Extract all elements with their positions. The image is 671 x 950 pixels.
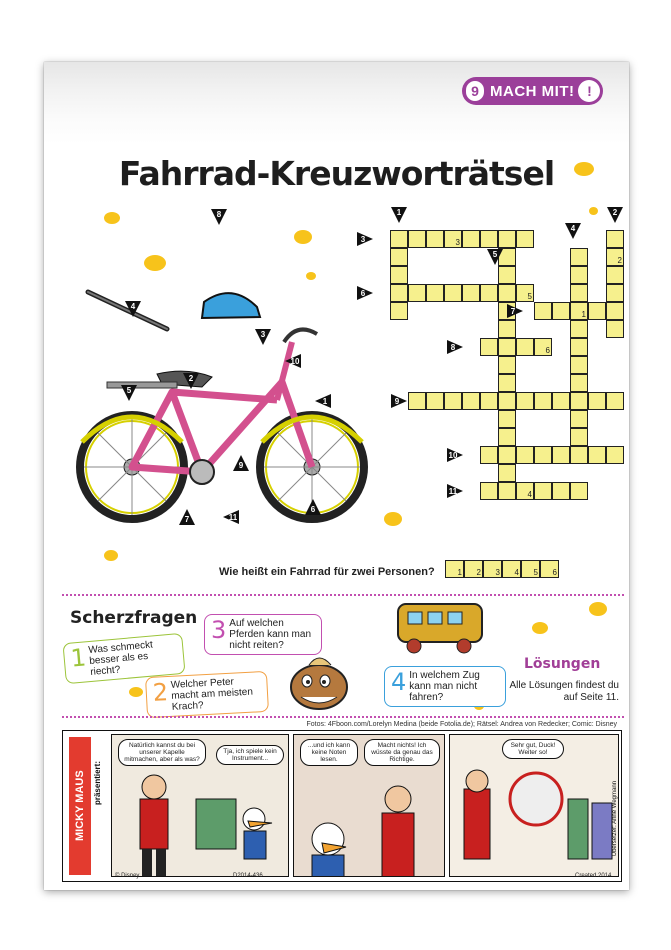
crossword-cell[interactable]: 1 xyxy=(570,302,588,320)
svg-text:9: 9 xyxy=(394,397,400,406)
paint-splat xyxy=(306,272,316,280)
svg-text:3: 3 xyxy=(360,235,366,244)
comic-presents-label: präsentiert: xyxy=(93,761,102,806)
crossword-cell[interactable] xyxy=(606,284,624,302)
horse-illustration xyxy=(279,647,359,727)
comic-copyright: © Disney xyxy=(115,873,140,879)
crossword-cell[interactable]: 5 xyxy=(516,284,534,302)
clue-marker-6 xyxy=(356,284,374,302)
crossword-cell[interactable] xyxy=(516,446,534,464)
crossword-cell[interactable] xyxy=(498,446,516,464)
crossword-cell[interactable] xyxy=(390,284,408,302)
crossword-cell[interactable] xyxy=(534,392,552,410)
svg-text:6: 6 xyxy=(310,505,316,514)
svg-text:4: 4 xyxy=(130,302,136,311)
svg-text:4: 4 xyxy=(570,224,576,233)
crossword-cell[interactable] xyxy=(498,338,516,356)
crossword-cell[interactable] xyxy=(498,392,516,410)
svg-text:2: 2 xyxy=(188,374,194,383)
joke-question-1: 1 Was schmeckt besser als es riecht? xyxy=(62,633,185,684)
mach-mit-badge xyxy=(462,77,603,105)
joke-question-2: 2 Welcher Peter macht am meisten Krach? xyxy=(145,671,269,718)
comic-strip xyxy=(62,730,622,882)
crossword-cell[interactable] xyxy=(606,266,624,284)
crossword-cell[interactable] xyxy=(426,230,444,248)
svg-text:10: 10 xyxy=(290,357,300,366)
solution-cell[interactable]: 3 xyxy=(483,560,502,578)
crossword-cell[interactable] xyxy=(498,284,516,302)
svg-text:3: 3 xyxy=(260,330,266,339)
crossword-cell[interactable] xyxy=(480,392,498,410)
comic-created: Created 2014 xyxy=(575,873,612,879)
crossword-cell[interactable] xyxy=(534,446,552,464)
crossword-cell[interactable] xyxy=(498,230,516,248)
comic-side-credit: Übersetzer: Anne Wegmann xyxy=(612,781,618,857)
crossword-cell[interactable] xyxy=(498,428,516,446)
crossword-cell[interactable]: 6 xyxy=(534,338,552,356)
clue-marker-10 xyxy=(446,446,464,464)
crossword-cell[interactable] xyxy=(498,320,516,338)
crossword-cell[interactable] xyxy=(426,392,444,410)
crossword-cell[interactable] xyxy=(570,392,588,410)
clue-marker-11 xyxy=(222,508,240,526)
crossword-cell[interactable] xyxy=(516,338,534,356)
paint-splat xyxy=(104,550,118,561)
svg-text:1: 1 xyxy=(322,397,328,406)
bicycle-illustration xyxy=(52,282,382,542)
crossword-cell[interactable] xyxy=(552,302,570,320)
clue-marker-10 xyxy=(284,352,302,370)
joke-question-3: 3 Auf welchen Pferden kann man nicht reiten? xyxy=(204,614,322,655)
crossword-cell[interactable] xyxy=(570,446,588,464)
crossword-cell[interactable] xyxy=(462,392,480,410)
svg-text:1: 1 xyxy=(396,208,402,217)
paint-splat xyxy=(144,255,166,271)
paint-splat xyxy=(532,622,548,634)
crossword-cell[interactable] xyxy=(498,266,516,284)
crossword-cell[interactable] xyxy=(480,482,498,500)
clue-marker-9 xyxy=(390,392,408,410)
crossword-cell[interactable] xyxy=(606,446,624,464)
clue-marker-5 xyxy=(120,384,138,402)
svg-text:2: 2 xyxy=(612,208,618,217)
clue-marker-3 xyxy=(356,230,374,248)
crossword-cell[interactable] xyxy=(462,230,480,248)
crossword-cell[interactable] xyxy=(570,374,588,392)
clue-marker-11 xyxy=(446,482,464,500)
crossword-cell[interactable] xyxy=(570,338,588,356)
svg-text:5: 5 xyxy=(492,250,498,259)
speech-balloon: Macht nichts! Ich wüsste da genau das Richtige. xyxy=(364,739,440,766)
crossword-cell[interactable] xyxy=(588,392,606,410)
svg-text:11: 11 xyxy=(228,513,238,522)
dotted-divider xyxy=(62,594,624,596)
crossword-cell[interactable] xyxy=(588,302,606,320)
crossword-cell[interactable] xyxy=(444,284,462,302)
crossword-cell[interactable] xyxy=(606,230,624,248)
speech-balloon: Sehr gut, Duck! Weiter so! xyxy=(502,739,564,759)
crossword-cell[interactable] xyxy=(408,230,426,248)
crossword-cell[interactable] xyxy=(498,482,516,500)
comic-panel-3 xyxy=(449,734,619,877)
crossword-cell[interactable] xyxy=(498,374,516,392)
crossword-cell[interactable] xyxy=(480,284,498,302)
paint-splat xyxy=(129,687,143,697)
tandem-question: Wie heißt ein Fahrrad für zwei Personen? xyxy=(219,566,435,578)
crossword-cell[interactable]: 3 xyxy=(444,230,462,248)
crossword-cell[interactable] xyxy=(390,266,408,284)
crossword-cell[interactable] xyxy=(408,284,426,302)
solution-row xyxy=(445,560,559,578)
comic-panel-2 xyxy=(293,734,445,877)
crossword-cell[interactable] xyxy=(570,482,588,500)
crossword-cell[interactable] xyxy=(444,392,462,410)
page-number: 9 xyxy=(466,81,484,101)
clue-marker-3 xyxy=(254,328,272,346)
photo-credits: Fotos: 4Fboon.com/Lorelyn Medina (beide Fotolia.de); Rätsel: Andrea von Redecker; Comic: Disney xyxy=(306,721,617,728)
crossword-cell[interactable] xyxy=(408,392,426,410)
clue-marker-6 xyxy=(304,498,322,516)
crossword-cell[interactable] xyxy=(570,428,588,446)
clue-marker-2 xyxy=(606,206,624,224)
paint-splat xyxy=(574,162,594,176)
crossword-cell[interactable] xyxy=(570,410,588,428)
clue-marker-7 xyxy=(506,302,524,320)
parade-figures xyxy=(450,769,619,877)
duck-and-leader-figures xyxy=(294,769,445,877)
crossword-cell[interactable] xyxy=(588,446,606,464)
speech-balloon: Tja, ich spiele kein Instrument... xyxy=(216,745,284,765)
crossword-cell[interactable] xyxy=(552,482,570,500)
comic-panel-1 xyxy=(111,734,289,877)
clue-marker-5 xyxy=(486,248,504,266)
crossword-cell[interactable] xyxy=(552,446,570,464)
crossword-cell[interactable] xyxy=(534,482,552,500)
crossword-cell[interactable] xyxy=(390,302,408,320)
svg-text:8: 8 xyxy=(450,343,456,352)
crossword-cell[interactable] xyxy=(570,266,588,284)
crossword-cell[interactable] xyxy=(480,338,498,356)
svg-text:5: 5 xyxy=(126,386,132,395)
crossword-cell[interactable] xyxy=(570,320,588,338)
crossword-cell[interactable] xyxy=(606,320,624,338)
crossword-cell[interactable] xyxy=(570,356,588,374)
paint-splat xyxy=(589,207,598,215)
paint-splat xyxy=(384,512,402,526)
crossword-cell[interactable] xyxy=(390,230,408,248)
joke-question-4: 4 In welchem Zug kann man nicht fahren? xyxy=(384,666,506,707)
paint-splat xyxy=(104,212,120,224)
svg-text:6: 6 xyxy=(360,289,366,298)
exclamation-icon: ! xyxy=(578,80,600,102)
svg-text:7: 7 xyxy=(184,515,190,524)
speech-balloon: Natürlich kannst du bei unserer Kapelle mitmachen, aber als was? xyxy=(118,739,206,766)
paint-splat xyxy=(294,230,312,244)
svg-text:10: 10 xyxy=(448,451,458,460)
clue-marker-1 xyxy=(314,392,332,410)
micky-maus-logo: MICKY MAUS xyxy=(69,737,91,875)
clue-marker-2 xyxy=(182,372,200,390)
solution-cell[interactable]: 4 xyxy=(502,560,521,578)
clue-marker-9 xyxy=(232,454,250,472)
crossword-cell[interactable] xyxy=(480,230,498,248)
train-illustration xyxy=(394,598,490,656)
crossword-cell[interactable] xyxy=(426,284,444,302)
crossword-cell[interactable] xyxy=(552,392,570,410)
clue-marker-8 xyxy=(210,208,228,226)
loesungen-text: Alle Lösungen findest du auf Seite 11. xyxy=(509,680,619,703)
crossword-cell[interactable] xyxy=(606,392,624,410)
clue-marker-8 xyxy=(446,338,464,356)
crossword-cell[interactable] xyxy=(570,284,588,302)
helmet-icon xyxy=(202,293,260,318)
svg-text:7: 7 xyxy=(510,307,516,316)
crossword-cell[interactable] xyxy=(570,248,588,266)
paint-splat xyxy=(589,602,607,616)
crossword-cell[interactable] xyxy=(534,302,552,320)
svg-text:9: 9 xyxy=(238,461,244,470)
speech-balloon: ...und ich kann keine Noten lesen. xyxy=(300,739,358,766)
clue-marker-4 xyxy=(564,222,582,240)
magazine-page xyxy=(44,62,629,890)
badge-label: MACH MIT! xyxy=(490,82,575,100)
loesungen-heading: Lösungen xyxy=(524,656,601,672)
crossword-cell[interactable]: 4 xyxy=(516,482,534,500)
band-leader-figure xyxy=(112,769,289,877)
svg-text:8: 8 xyxy=(216,210,222,219)
solution-cell[interactable]: 5 xyxy=(521,560,540,578)
clue-marker-7 xyxy=(178,508,196,526)
crossword-cell[interactable]: 2 xyxy=(606,248,624,266)
clue-marker-4 xyxy=(124,300,142,318)
crossword-cell[interactable] xyxy=(462,284,480,302)
crossword-cell[interactable] xyxy=(606,302,624,320)
comic-code: D2014-436 xyxy=(233,873,263,879)
crossword-cell[interactable] xyxy=(480,446,498,464)
crossword-cell[interactable] xyxy=(516,230,534,248)
crossword-cell[interactable] xyxy=(516,392,534,410)
scherzfragen-heading: Scherzfragen xyxy=(70,608,198,628)
crossword-cell[interactable] xyxy=(498,356,516,374)
solution-cell[interactable]: 2 xyxy=(464,560,483,578)
clue-marker-1 xyxy=(390,206,408,224)
crossword-cell[interactable] xyxy=(498,464,516,482)
crossword-cell[interactable] xyxy=(390,248,408,266)
page-title: Fahrrad-Kreuzworträtsel xyxy=(118,154,555,193)
solution-cell[interactable]: 6 xyxy=(540,560,559,578)
dotted-divider xyxy=(62,716,624,718)
solution-cell[interactable]: 1 xyxy=(445,560,464,578)
svg-text:11: 11 xyxy=(448,487,458,496)
crossword-cell[interactable] xyxy=(498,410,516,428)
